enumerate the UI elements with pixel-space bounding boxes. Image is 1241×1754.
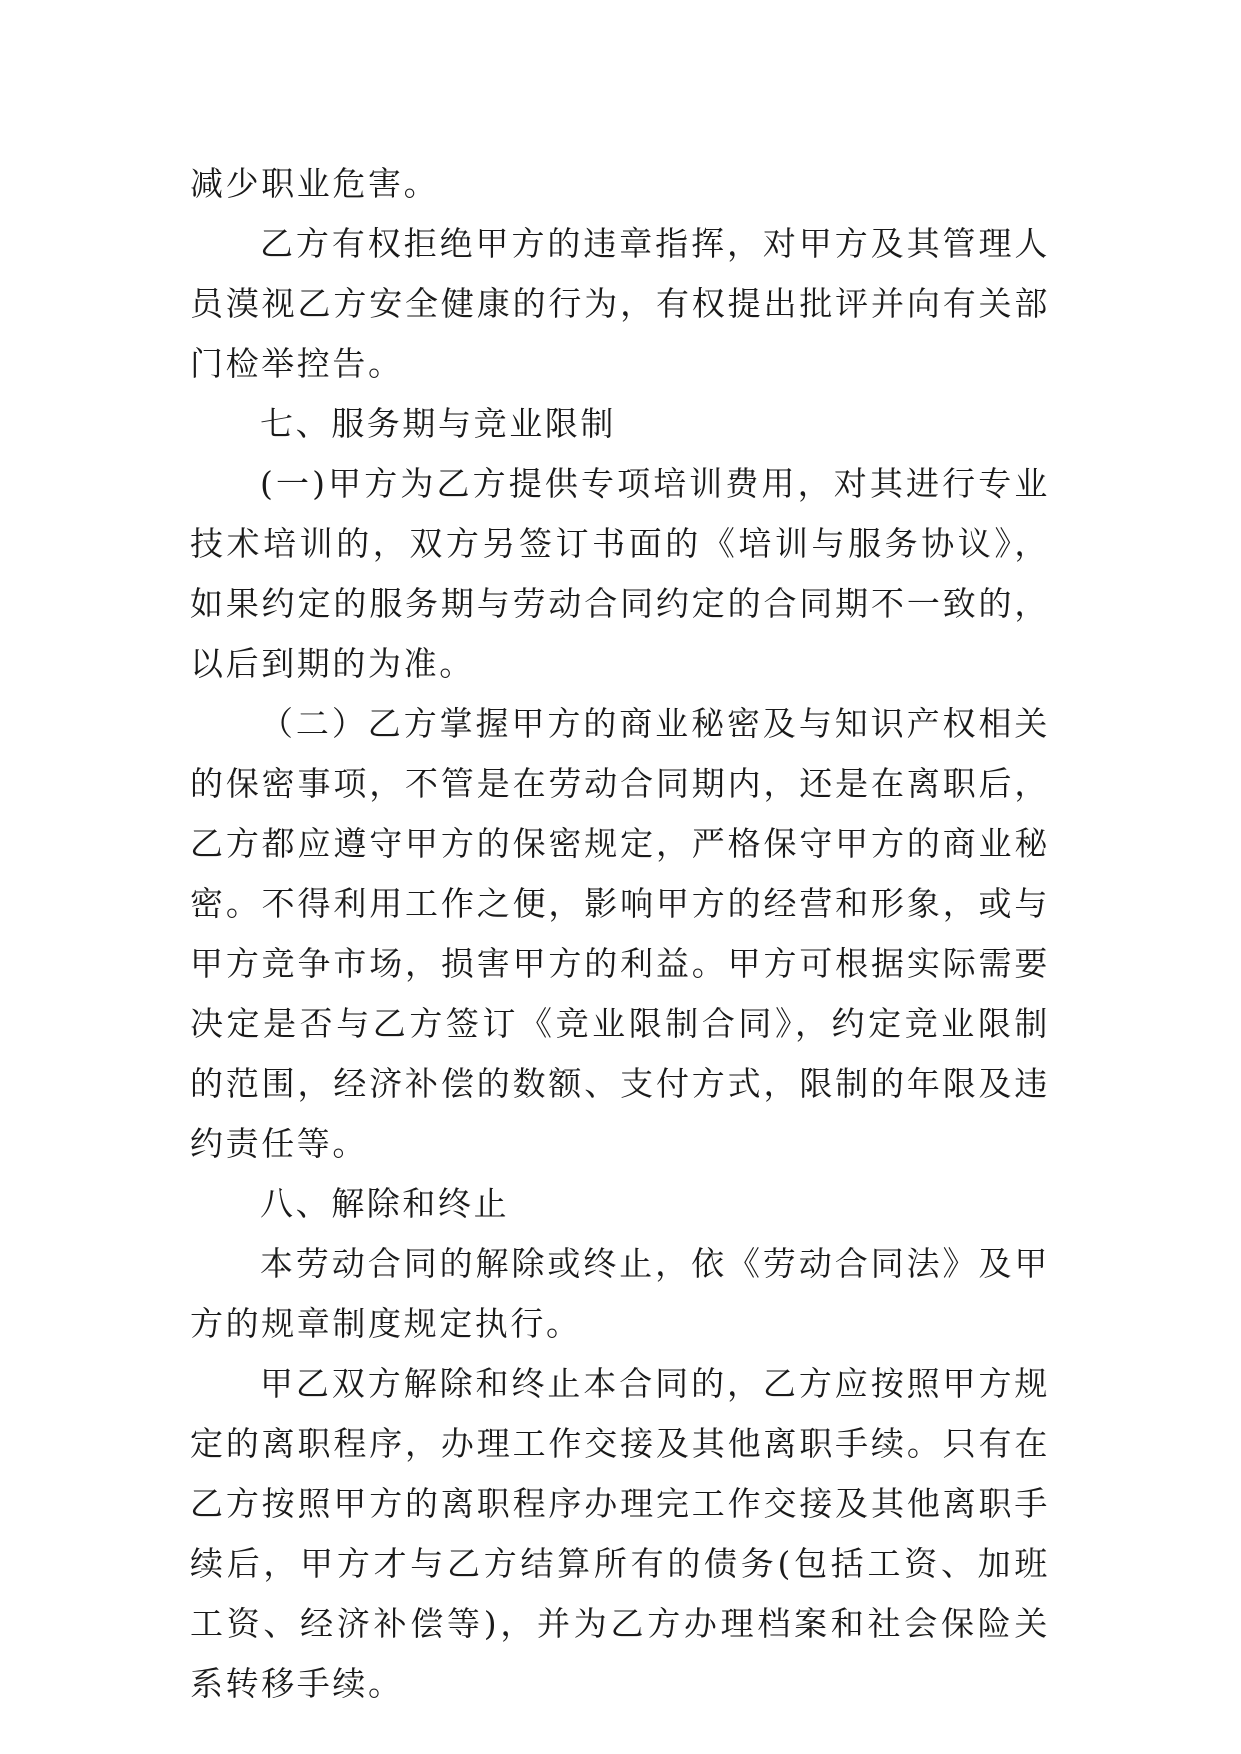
paragraph-resignation-procedure: 甲乙双方解除和终止本合同的，乙方应按照甲方规定的离职程序，办理工作交接及其他离职手续。只有在乙方按照甲方的离职程序办理完工作交接及其他离职手续后，甲方才与乙方结算所有的债务(包括工资、加班工资、经济补偿等)，并为乙方办理档案和社会保险关系转移手续。 — [190, 1364, 1050, 1703]
paragraph-termination-law: 本劳动合同的解除或终止，依《劳动合同法》及甲方的规章制度规定执行。 — [190, 1244, 1050, 1343]
paragraph-reduce-hazards: 减少职业危害。 — [190, 164, 440, 203]
paragraph-confidentiality: （二）乙方掌握甲方的商业秘密及与知识产权相关的保密事项，不管是在劳动合同期内，还是在离职后，乙方都应遵守甲方的保密规定，严格保守甲方的商业秘密。不得利用工作之便，影响甲方的经营和形象，或与甲方竞争市场，损害甲方的利益。甲方可根据实际需要决定是否与乙方签订《竞业限制合同》，约定竞业限制的范围，经济补偿的数额、支付方式，限制的年限及违约责任等。 — [190, 704, 1050, 1163]
paragraph-training-agreement: (一)甲方为乙方提供专项培训费用，对其进行专业技术培训的，双方另签订书面的《培训与服务协议》，如果约定的服务期与劳动合同约定的合同期不一致的，以后到期的为准。 — [190, 464, 1050, 683]
paragraph-right-to-refuse: 乙方有权拒绝甲方的违章指挥，对甲方及其管理人员漠视乙方安全健康的行为，有权提出批评并向有关部门检举控告。 — [190, 224, 1050, 383]
section-heading-termination: 八、解除和终止 — [260, 1184, 510, 1223]
section-heading-service-period: 七、服务期与竞业限制 — [260, 404, 616, 443]
document-body — [190, 154, 1050, 1714]
